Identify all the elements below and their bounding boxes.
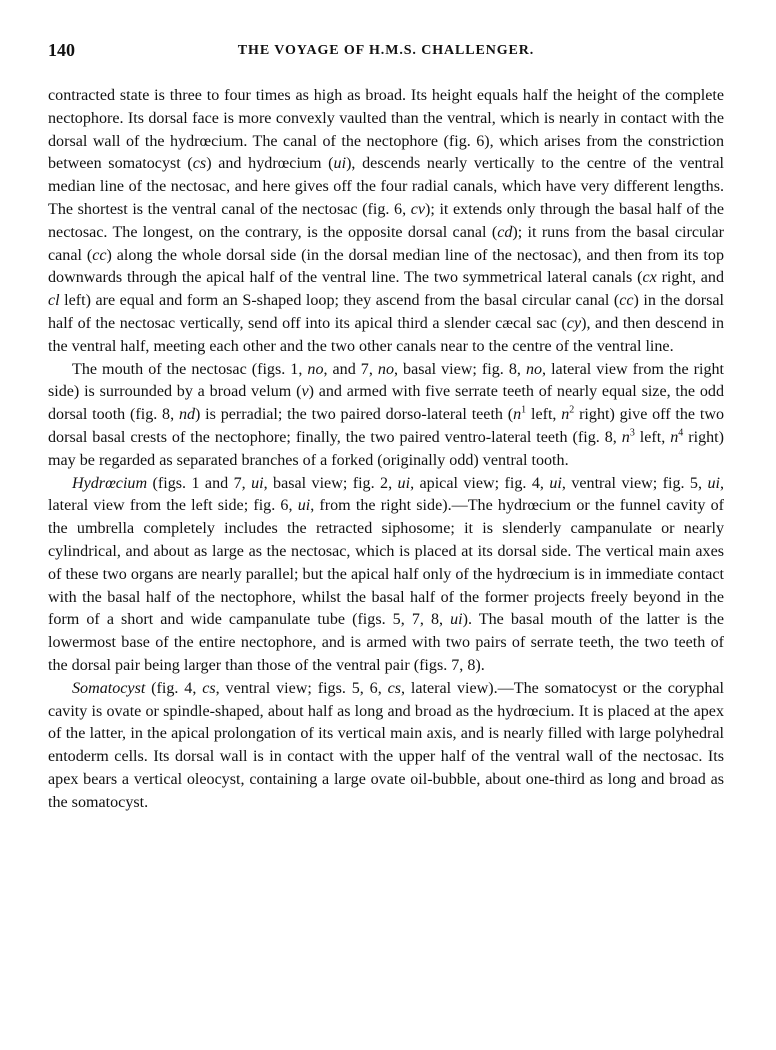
text-run: ) and armed with five serrate teeth of nearly equal size, the odd dorsal tooth (fig. 8, [48, 383, 724, 424]
text-run: (fig. 4, [145, 679, 203, 697]
text-run: left) are equal and form an S-shaped loop; they ascend from the basal circular canal ( [59, 292, 620, 310]
text-run: left, [634, 428, 671, 446]
italic-text: Somatocyst [72, 679, 146, 697]
text-run: ) along the whole dorsal side (in the dorsal median line of the nectosac), and then from its top downwards through the apical half of the ventral line. The two symmetrical lateral canals ( [48, 246, 724, 287]
italic-text: no [307, 360, 324, 378]
text-run: ); it runs from the basal circular canal ( [48, 223, 724, 264]
text-run: (figs. 1 and 7, [147, 474, 252, 492]
text-run: , and 7, [323, 360, 378, 378]
superscript: 1 [521, 404, 527, 416]
italic-text: n [561, 406, 570, 424]
italic-text: v [301, 383, 309, 401]
text-run: ) in the dorsal half of the nectosac vertically, send off into its apical third a slender cæcal sac ( [48, 292, 724, 332]
italic-text: cl [48, 292, 60, 310]
italic-text: cd [497, 223, 513, 241]
superscript: 3 [629, 427, 635, 439]
italic-text: ui [707, 474, 720, 492]
italic-text: n [621, 428, 630, 446]
italic-text: ui [549, 474, 562, 492]
text-run: ), descends nearly vertically to the centre of the ventral median line of the nectosac, and here gives off the four radial canals, which have very different lengths. The shortest is the ventral canal of the nectosac (fig. 6, [48, 155, 725, 218]
text-run: , ventral view; figs. 5, 6, [215, 679, 388, 697]
text-run: ). The basal mouth of the latter is the lowermost base of the entire nectophore, and is armed with two pairs of serrate teeth, the two teeth of the dorsal pair being larger than those of the ventral pair (figs. 7, 8). [48, 611, 724, 674]
text-run: , ventral view; fig. 5, [561, 474, 708, 492]
superscript: 4 [678, 427, 684, 439]
text-run: , lateral view from the right side) is surrounded by a broad velum ( [48, 360, 725, 401]
text-run: right) give off the two dorsal basal crests of the nectophore; finally, the two paired ventro-lateral teeth (fig. 8, [48, 406, 724, 446]
body-text [48, 85, 724, 815]
italic-text: no [377, 360, 394, 378]
text-run: right) may be regarded as separated branches of a forked (originally odd) ventral tooth. [48, 428, 724, 469]
text-run: , lateral view from the left side; fig. 6, [48, 474, 724, 515]
text-run: ) and hydrœcium ( [206, 155, 334, 173]
italic-text: n [670, 428, 679, 446]
text-run: The mouth of the nectosac (figs. 1, [72, 360, 308, 378]
italic-text: nd [178, 406, 196, 424]
text-run: , lateral view).—The somatocyst or the coryphal cavity is ovate or spindle-shaped, about half as long and broad as the hydrœcium. It is placed at the apex of the latter, in the apical prolongation of its vertical main axis, and is nearly filled with large polyhedral entoderm cells. Its dorsal wall is in contact with the upper half of the ventral wall of the nectosac. Its apex bears a vertical oleocyst, containing a large ovate oil-bubble, about one-third as long and broad as the somatocyst. [48, 679, 725, 811]
paragraph [48, 473, 724, 678]
italic-text: no [525, 360, 543, 378]
page-number: 140 [48, 40, 75, 60]
italic-text: ui [251, 474, 264, 492]
italic-text: cy [566, 314, 582, 332]
text-run: , apical view; fig. 4, [410, 474, 550, 492]
italic-text: ui [450, 611, 463, 629]
text-run: ) is perradial; the two paired dorso-lateral teeth ( [195, 406, 514, 424]
italic-text: cs [192, 155, 207, 173]
italic-text: ui [397, 474, 411, 492]
superscript: 2 [569, 404, 575, 416]
text-run: right, and [656, 269, 725, 287]
text-run: , basal view; fig. 2, [263, 474, 398, 492]
text-run: contracted state is three to four times as high as broad. Its height equals half the height of the complete nectophore. Its dorsal face is more convexly vaulted than the ventral, which is nearly in contact with the dorsal wall of the hydrœcium. The canal of the nectophore (fig. 6), which arises from the constriction between somatocyst ( [48, 87, 724, 173]
italic-text: ui [297, 497, 311, 515]
paragraph [48, 359, 724, 473]
italic-text: cc [92, 246, 107, 264]
text-run: left, [526, 406, 562, 424]
italic-text: ui [333, 155, 347, 173]
paragraph [48, 678, 724, 815]
running-head: THE VOYAGE OF H.M.S. CHALLENGER. [237, 43, 535, 58]
italic-text: cx [642, 269, 657, 287]
italic-text: cv [410, 200, 426, 218]
page-header [48, 40, 724, 64]
paragraph [48, 85, 724, 359]
italic-text: n [513, 406, 522, 424]
italic-text: cs [387, 679, 402, 697]
italic-text: cs [202, 679, 216, 697]
text-run: , from the right side).—The hydrœcium or the funnel cavity of the umbrella completely includes the retracted siphosome; it is slenderly campanulate or nearly cylindrical, and about as large as the nectosac, which is placed at its dorsal side. The vertical main axes of these two organs are nearly parallel; but the apical half only of the hydrœcium is in immediate contact with the basal half of the nectophore, whilst the basal half of the former projects freely beyond in the form of a short and wide campanulate tube (figs. 5, 7, 8, [48, 497, 725, 629]
text-run: ), and then descend in the ventral half, meeting each other and the two other canals near to the centre of the ventral line. [48, 314, 725, 355]
italic-text: Hydrœcium [72, 474, 148, 492]
text-run: ); it extends only through the basal half of the nectosac. The longest, on the contrary, is the opposite dorsal canal ( [48, 200, 725, 241]
text-run: , basal view; fig. 8, [393, 360, 526, 378]
italic-text: cc [619, 292, 634, 310]
